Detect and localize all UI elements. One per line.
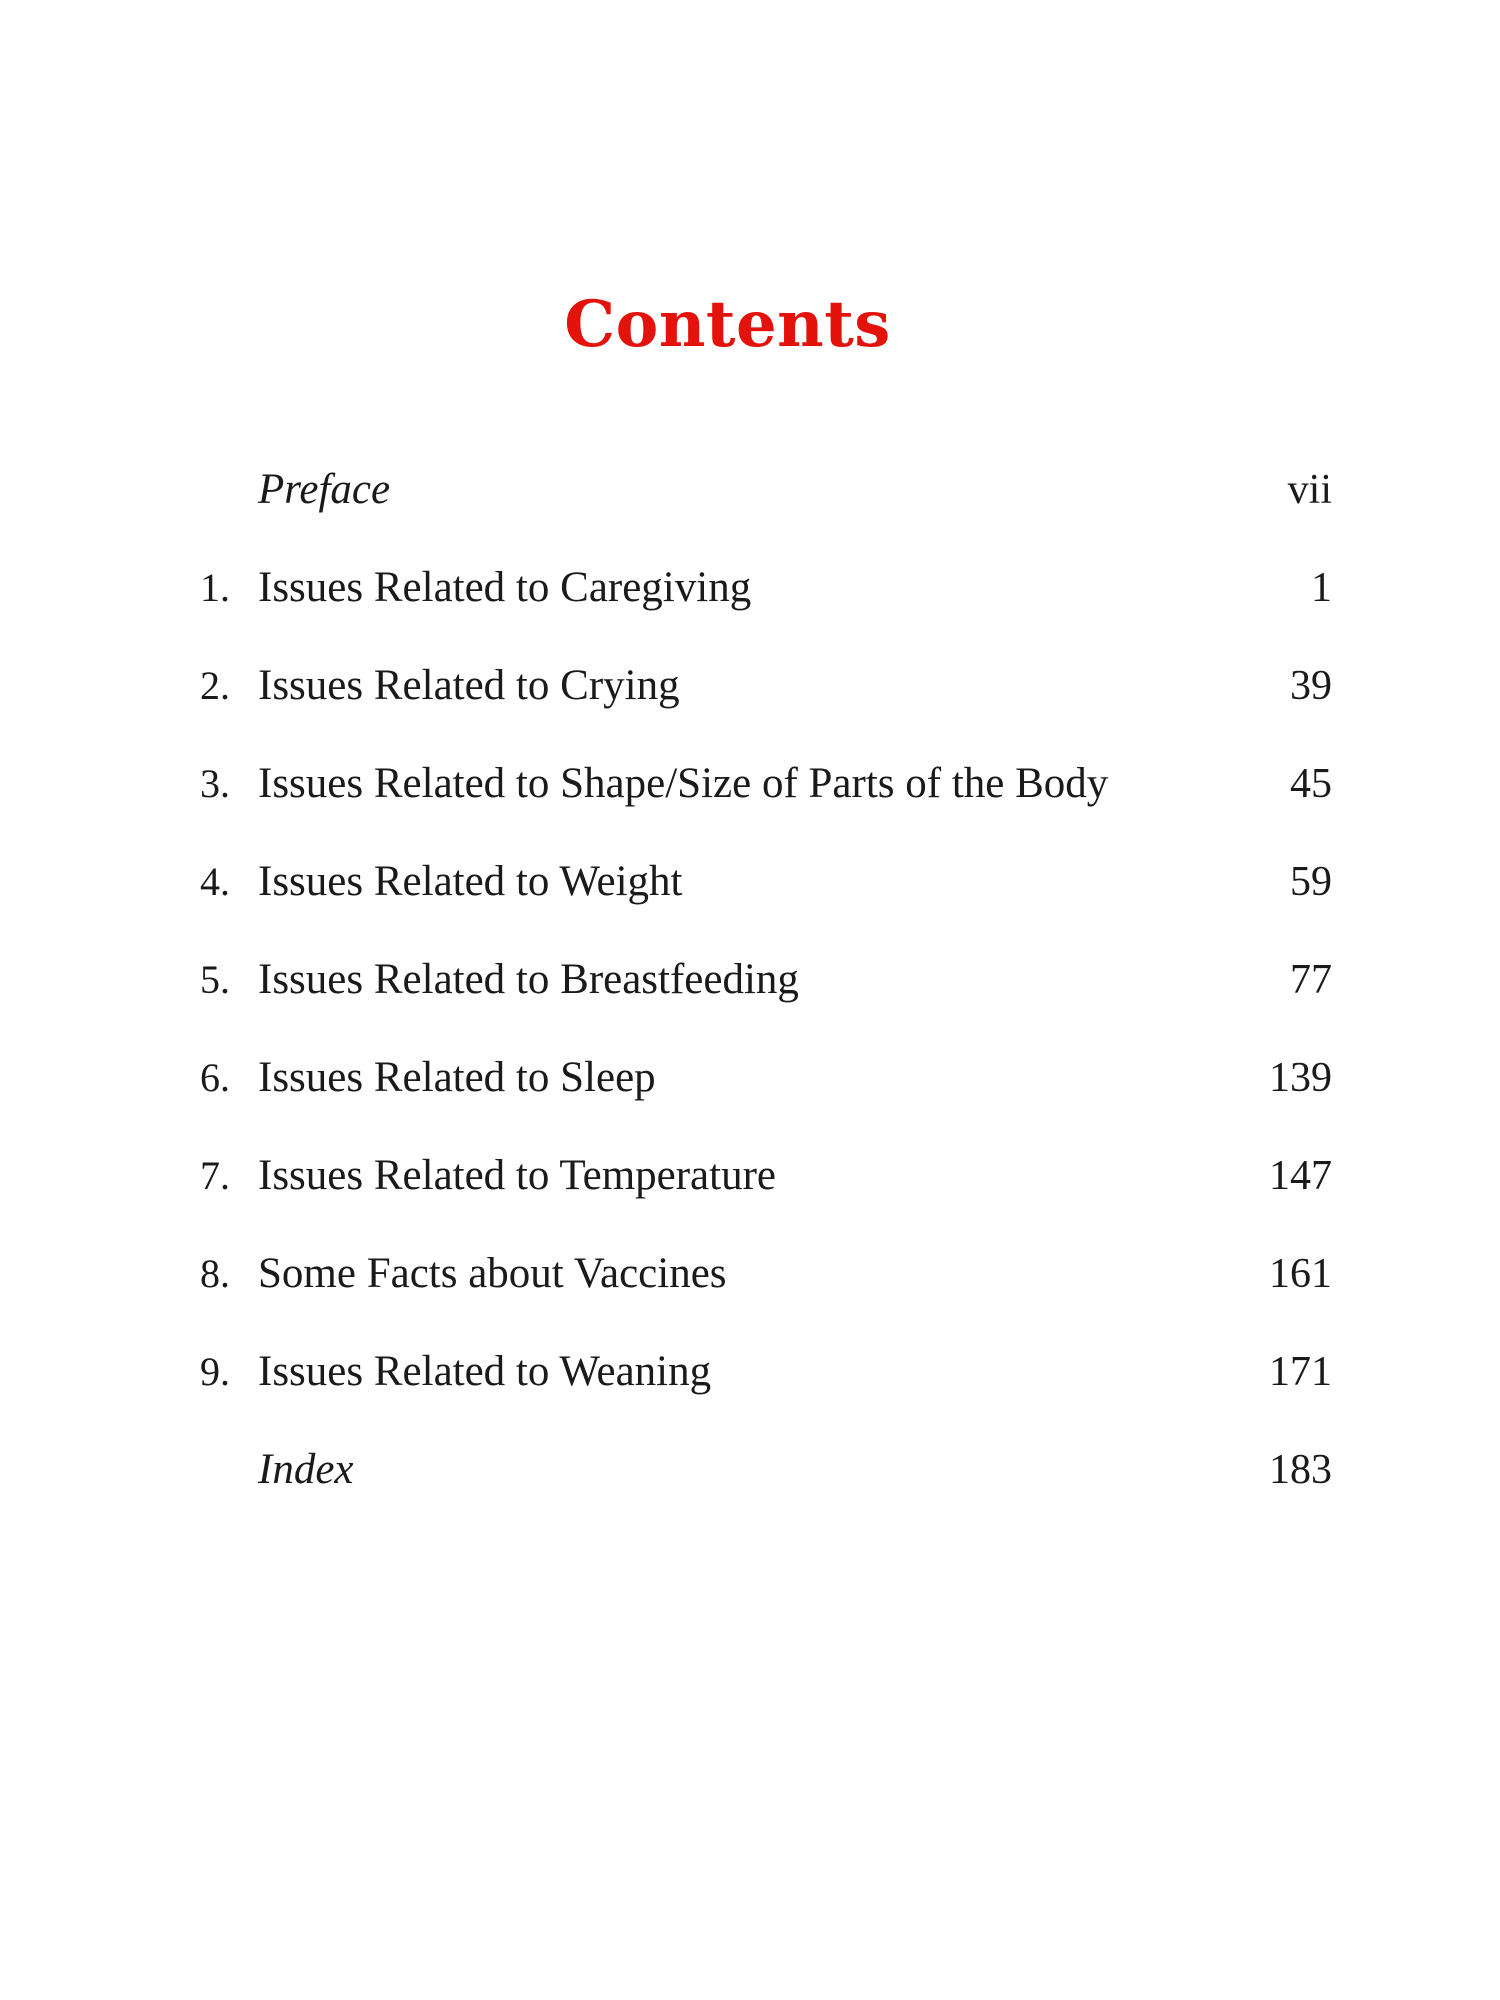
toc-entry-chapter-7 bbox=[0, 1146, 1500, 1244]
toc-entry-page: 45 bbox=[1290, 761, 1332, 807]
toc-entry-page: 77 bbox=[1290, 957, 1332, 1003]
toc-entry-page: 1 bbox=[1311, 565, 1332, 611]
toc-entry-chapter-6 bbox=[0, 1048, 1500, 1146]
toc-entry-number: 5. bbox=[200, 957, 230, 1002]
toc-entry-preface bbox=[0, 460, 1500, 558]
toc-entry-title: Some Facts about Vaccines bbox=[258, 1250, 727, 1297]
table-of-contents bbox=[0, 460, 1500, 1538]
toc-entry-number: 2. bbox=[200, 663, 230, 708]
toc-entry-page: 183 bbox=[1269, 1447, 1332, 1493]
toc-entry-chapter-9 bbox=[0, 1342, 1500, 1440]
toc-entry-number: 9. bbox=[200, 1349, 230, 1394]
toc-entry-chapter-2 bbox=[0, 656, 1500, 754]
toc-entry-title: Issues Related to Breastfeeding bbox=[258, 956, 799, 1003]
toc-entry-title: Issues Related to Weight bbox=[258, 858, 683, 905]
toc-entry-title: Issues Related to Crying bbox=[258, 662, 680, 709]
toc-entry-title: Issues Related to Temperature bbox=[258, 1152, 776, 1199]
toc-entry-number: 4. bbox=[200, 859, 230, 904]
toc-entry-title: Issues Related to Sleep bbox=[258, 1054, 656, 1101]
toc-entry-number: 7. bbox=[200, 1153, 230, 1198]
toc-entry-title: Preface bbox=[258, 466, 391, 513]
toc-entry-title: Issues Related to Shape/Size of Parts of the Body bbox=[258, 760, 1109, 807]
toc-entry-number: 8. bbox=[200, 1251, 230, 1296]
toc-entry-page: 59 bbox=[1290, 859, 1332, 905]
toc-entry-title: Index bbox=[258, 1446, 354, 1493]
toc-entry-page: 139 bbox=[1269, 1055, 1332, 1101]
toc-entry-chapter-4 bbox=[0, 852, 1500, 950]
toc-entry-title: Issues Related to Weaning bbox=[258, 1348, 712, 1395]
toc-entry-page: 147 bbox=[1269, 1153, 1332, 1199]
toc-entry-number: 1. bbox=[200, 565, 230, 610]
toc-entry-index bbox=[0, 1440, 1500, 1538]
toc-entry-number: 3. bbox=[200, 761, 230, 806]
toc-entry-title: Issues Related to Caregiving bbox=[258, 564, 752, 611]
toc-entry-chapter-8 bbox=[0, 1244, 1500, 1342]
toc-entry-page: 39 bbox=[1290, 663, 1332, 709]
toc-entry-chapter-1 bbox=[0, 558, 1500, 656]
toc-entry-page: vii bbox=[1287, 467, 1332, 513]
page-title: Contents bbox=[564, 286, 891, 362]
toc-entry-chapter-5 bbox=[0, 950, 1500, 1048]
toc-entry-number: 6. bbox=[200, 1055, 230, 1100]
toc-entry-page: 171 bbox=[1269, 1349, 1332, 1395]
toc-entry-page: 161 bbox=[1269, 1251, 1332, 1297]
toc-entry-chapter-3 bbox=[0, 754, 1500, 852]
